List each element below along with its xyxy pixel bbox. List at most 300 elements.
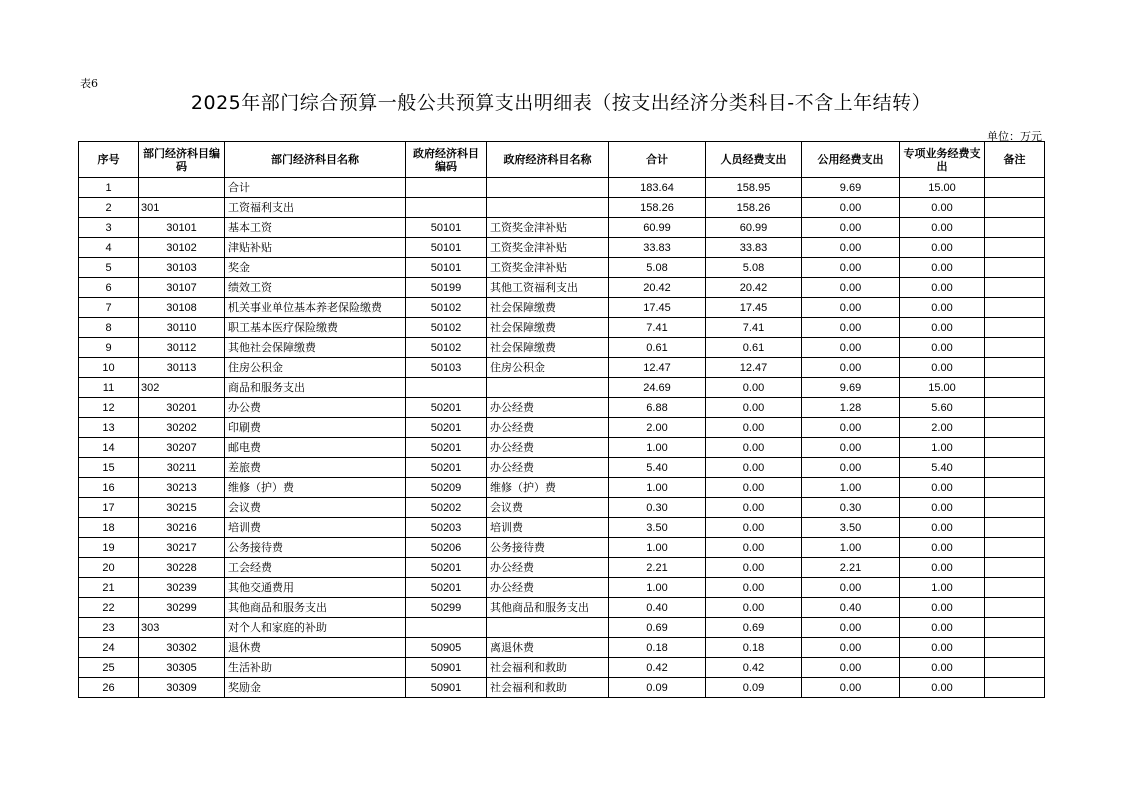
- cell-total: 2.00: [609, 418, 706, 438]
- cell-dept-code: 30309: [139, 678, 225, 698]
- cell-remark: [985, 338, 1045, 358]
- cell-gov-name: [487, 618, 609, 638]
- cell-total: 0.40: [609, 598, 706, 618]
- cell-remark: [985, 558, 1045, 578]
- cell-seq: 11: [79, 378, 139, 398]
- cell-dept-name: 绩效工资: [225, 278, 406, 298]
- cell-public: 0.00: [802, 418, 900, 438]
- cell-gov-name: 其他商品和服务支出: [487, 598, 609, 618]
- cell-personnel: 33.83: [706, 238, 802, 258]
- table-row: [79, 298, 1045, 318]
- cell-dept-name: 公务接待费: [225, 538, 406, 558]
- cell-dept-code: 30228: [139, 558, 225, 578]
- cell-personnel: 0.00: [706, 438, 802, 458]
- cell-seq: 15: [79, 458, 139, 478]
- unit-label: 单位：万元: [987, 130, 1042, 143]
- cell-dept-name: 差旅费: [225, 458, 406, 478]
- cell-personnel: 17.45: [706, 298, 802, 318]
- cell-public: 0.00: [802, 198, 900, 218]
- cell-special: 0.00: [900, 618, 985, 638]
- cell-personnel: 0.69: [706, 618, 802, 638]
- cell-special: 0.00: [900, 638, 985, 658]
- table-row: [79, 258, 1045, 278]
- cell-remark: [985, 218, 1045, 238]
- cell-gov-name: 社会福利和救助: [487, 658, 609, 678]
- cell-dept-code: 30110: [139, 318, 225, 338]
- cell-seq: 2: [79, 198, 139, 218]
- cell-remark: [985, 198, 1045, 218]
- cell-gov-name: 工资奖金津补贴: [487, 238, 609, 258]
- cell-gov-code: 50201: [406, 438, 487, 458]
- cell-personnel: 0.00: [706, 578, 802, 598]
- cell-gov-code: [406, 378, 487, 398]
- cell-dept-code: 30201: [139, 398, 225, 418]
- cell-gov-name: 培训费: [487, 518, 609, 538]
- cell-special: 0.00: [900, 518, 985, 538]
- table-row: [79, 458, 1045, 478]
- cell-remark: [985, 278, 1045, 298]
- cell-remark: [985, 638, 1045, 658]
- cell-personnel: 0.00: [706, 398, 802, 418]
- cell-gov-name: [487, 178, 609, 198]
- cell-total: 1.00: [609, 578, 706, 598]
- cell-special: 0.00: [900, 538, 985, 558]
- cell-seq: 9: [79, 338, 139, 358]
- cell-public: 0.00: [802, 318, 900, 338]
- cell-dept-code: 30207: [139, 438, 225, 458]
- cell-dept-code: 30101: [139, 218, 225, 238]
- cell-personnel: 0.00: [706, 558, 802, 578]
- cell-personnel: 0.00: [706, 418, 802, 438]
- cell-remark: [985, 458, 1045, 478]
- table-label: 表6: [80, 77, 98, 90]
- cell-seq: 3: [79, 218, 139, 238]
- cell-gov-code: 50101: [406, 238, 487, 258]
- cell-seq: 1: [79, 178, 139, 198]
- cell-total: 0.61: [609, 338, 706, 358]
- cell-public: 0.00: [802, 678, 900, 698]
- cell-seq: 16: [79, 478, 139, 498]
- cell-total: 60.99: [609, 218, 706, 238]
- cell-dept-name: 其他社会保障缴费: [225, 338, 406, 358]
- cell-seq: 19: [79, 538, 139, 558]
- cell-public: 3.50: [802, 518, 900, 538]
- cell-gov-name: 办公经费: [487, 578, 609, 598]
- cell-dept-code: 30103: [139, 258, 225, 278]
- cell-gov-name: 维修（护）费: [487, 478, 609, 498]
- cell-total: 24.69: [609, 378, 706, 398]
- cell-dept-name: 印刷费: [225, 418, 406, 438]
- cell-total: 2.21: [609, 558, 706, 578]
- cell-special: 1.00: [900, 578, 985, 598]
- cell-remark: [985, 258, 1045, 278]
- cell-gov-name: 离退休费: [487, 638, 609, 658]
- cell-dept-name: 生活补助: [225, 658, 406, 678]
- cell-remark: [985, 178, 1045, 198]
- cell-remark: [985, 378, 1045, 398]
- cell-dept-code: 30305: [139, 658, 225, 678]
- table-row: [79, 238, 1045, 258]
- cell-dept-name: 对个人和家庭的补助: [225, 618, 406, 638]
- cell-remark: [985, 538, 1045, 558]
- cell-seq: 17: [79, 498, 139, 518]
- cell-gov-code: 50299: [406, 598, 487, 618]
- cell-gov-code: 50201: [406, 578, 487, 598]
- document-title: 2025年部门综合预算一般公共预算支出明细表（按支出经济分类科目-不含上年结转）: [190, 92, 932, 114]
- cell-public: 0.00: [802, 358, 900, 378]
- cell-personnel: 0.00: [706, 498, 802, 518]
- cell-public: 0.00: [802, 258, 900, 278]
- cell-remark: [985, 478, 1045, 498]
- cell-special: 0.00: [900, 498, 985, 518]
- cell-special: 0.00: [900, 258, 985, 278]
- cell-dept-name: 机关事业单位基本养老保险缴费: [225, 298, 406, 318]
- cell-gov-code: 50199: [406, 278, 487, 298]
- cell-total: 0.09: [609, 678, 706, 698]
- cell-special: 0.00: [900, 478, 985, 498]
- table-row: [79, 338, 1045, 358]
- cell-public: 0.00: [802, 238, 900, 258]
- cell-total: 158.26: [609, 198, 706, 218]
- cell-gov-code: 50202: [406, 498, 487, 518]
- cell-remark: [985, 618, 1045, 638]
- cell-special: 15.00: [900, 178, 985, 198]
- cell-public: 0.40: [802, 598, 900, 618]
- cell-seq: 25: [79, 658, 139, 678]
- cell-gov-name: 工资奖金津补贴: [487, 218, 609, 238]
- cell-personnel: 158.95: [706, 178, 802, 198]
- cell-public: 0.00: [802, 638, 900, 658]
- cell-public: 0.00: [802, 218, 900, 238]
- table-row: [79, 218, 1045, 238]
- cell-personnel: 0.00: [706, 458, 802, 478]
- table-row: [79, 558, 1045, 578]
- table-body: [79, 178, 1045, 698]
- cell-seq: 26: [79, 678, 139, 698]
- cell-seq: 21: [79, 578, 139, 598]
- table-row: [79, 418, 1045, 438]
- cell-seq: 7: [79, 298, 139, 318]
- cell-special: 0.00: [900, 298, 985, 318]
- cell-total: 0.69: [609, 618, 706, 638]
- cell-public: 0.00: [802, 658, 900, 678]
- cell-dept-code: [139, 178, 225, 198]
- header-total: 合计: [609, 142, 706, 178]
- cell-personnel: 20.42: [706, 278, 802, 298]
- cell-special: 5.40: [900, 458, 985, 478]
- cell-total: 5.40: [609, 458, 706, 478]
- cell-public: 0.00: [802, 618, 900, 638]
- cell-remark: [985, 298, 1045, 318]
- cell-special: 15.00: [900, 378, 985, 398]
- cell-public: 0.00: [802, 458, 900, 478]
- cell-total: 0.30: [609, 498, 706, 518]
- cell-remark: [985, 238, 1045, 258]
- cell-gov-code: [406, 198, 487, 218]
- cell-remark: [985, 318, 1045, 338]
- cell-seq: 5: [79, 258, 139, 278]
- cell-total: 17.45: [609, 298, 706, 318]
- cell-personnel: 0.42: [706, 658, 802, 678]
- cell-gov-code: 50901: [406, 658, 487, 678]
- cell-gov-code: 50201: [406, 558, 487, 578]
- cell-gov-code: 50201: [406, 418, 487, 438]
- cell-gov-name: 会议费: [487, 498, 609, 518]
- cell-public: 0.30: [802, 498, 900, 518]
- cell-personnel: 0.09: [706, 678, 802, 698]
- cell-dept-code: 30239: [139, 578, 225, 598]
- cell-public: 0.00: [802, 578, 900, 598]
- header-gov-code: 政府经济科目编码: [406, 142, 487, 178]
- cell-personnel: 158.26: [706, 198, 802, 218]
- cell-gov-name: 其他工资福利支出: [487, 278, 609, 298]
- cell-public: 9.69: [802, 378, 900, 398]
- header-public: 公用经费支出: [802, 142, 900, 178]
- cell-dept-code: 301: [139, 198, 225, 218]
- cell-dept-code: 303: [139, 618, 225, 638]
- cell-gov-code: 50201: [406, 398, 487, 418]
- cell-dept-name: 维修（护）费: [225, 478, 406, 498]
- cell-special: 0.00: [900, 338, 985, 358]
- cell-personnel: 0.00: [706, 518, 802, 538]
- cell-dept-name: 工会经费: [225, 558, 406, 578]
- cell-gov-name: 住房公积金: [487, 358, 609, 378]
- cell-dept-name: 住房公积金: [225, 358, 406, 378]
- cell-gov-name: [487, 378, 609, 398]
- cell-personnel: 0.00: [706, 538, 802, 558]
- cell-seq: 18: [79, 518, 139, 538]
- table-row: [79, 658, 1045, 678]
- cell-gov-code: 50206: [406, 538, 487, 558]
- cell-special: 0.00: [900, 658, 985, 678]
- cell-special: 0.00: [900, 278, 985, 298]
- cell-remark: [985, 578, 1045, 598]
- table-row: [79, 498, 1045, 518]
- cell-seq: 23: [79, 618, 139, 638]
- cell-gov-name: 办公经费: [487, 418, 609, 438]
- cell-gov-code: 50103: [406, 358, 487, 378]
- cell-gov-name: 办公经费: [487, 458, 609, 478]
- cell-gov-name: [487, 198, 609, 218]
- cell-dept-code: 30211: [139, 458, 225, 478]
- cell-seq: 4: [79, 238, 139, 258]
- cell-dept-code: 30113: [139, 358, 225, 378]
- cell-gov-code: 50101: [406, 258, 487, 278]
- cell-gov-code: 50102: [406, 318, 487, 338]
- cell-seq: 10: [79, 358, 139, 378]
- cell-gov-code: 50102: [406, 298, 487, 318]
- table-row: [79, 618, 1045, 638]
- header-gov-name: 政府经济科目名称: [487, 142, 609, 178]
- table-row: [79, 178, 1045, 198]
- cell-public: 1.28: [802, 398, 900, 418]
- cell-remark: [985, 518, 1045, 538]
- cell-dept-name: 邮电费: [225, 438, 406, 458]
- cell-dept-name: 其他交通费用: [225, 578, 406, 598]
- header-personnel: 人员经费支出: [706, 142, 802, 178]
- cell-total: 6.88: [609, 398, 706, 418]
- cell-dept-name: 其他商品和服务支出: [225, 598, 406, 618]
- cell-dept-code: 30107: [139, 278, 225, 298]
- cell-dept-code: 30213: [139, 478, 225, 498]
- cell-personnel: 7.41: [706, 318, 802, 338]
- cell-gov-name: 公务接待费: [487, 538, 609, 558]
- cell-total: 1.00: [609, 478, 706, 498]
- cell-dept-code: 30215: [139, 498, 225, 518]
- cell-dept-name: 工资福利支出: [225, 198, 406, 218]
- cell-dept-code: 30102: [139, 238, 225, 258]
- cell-special: 1.00: [900, 438, 985, 458]
- cell-dept-name: 职工基本医疗保险缴费: [225, 318, 406, 338]
- table-row: [79, 638, 1045, 658]
- cell-dept-name: 奖励金: [225, 678, 406, 698]
- cell-dept-name: 退休费: [225, 638, 406, 658]
- cell-total: 5.08: [609, 258, 706, 278]
- table-row: [79, 358, 1045, 378]
- cell-total: 183.64: [609, 178, 706, 198]
- table-row: [79, 578, 1045, 598]
- cell-total: 33.83: [609, 238, 706, 258]
- cell-public: 2.21: [802, 558, 900, 578]
- cell-remark: [985, 678, 1045, 698]
- cell-remark: [985, 498, 1045, 518]
- header-special: 专项业务经费支出: [900, 142, 985, 178]
- cell-public: 0.00: [802, 298, 900, 318]
- cell-dept-name: 合计: [225, 178, 406, 198]
- cell-gov-code: 50905: [406, 638, 487, 658]
- cell-gov-code: 50101: [406, 218, 487, 238]
- cell-dept-name: 培训费: [225, 518, 406, 538]
- table-row: [79, 678, 1045, 698]
- cell-seq: 6: [79, 278, 139, 298]
- cell-dept-name: 会议费: [225, 498, 406, 518]
- cell-gov-name: 社会保障缴费: [487, 298, 609, 318]
- cell-gov-code: [406, 178, 487, 198]
- cell-personnel: 5.08: [706, 258, 802, 278]
- table-row: [79, 318, 1045, 338]
- cell-gov-code: 50201: [406, 458, 487, 478]
- cell-gov-code: 50901: [406, 678, 487, 698]
- header-dept-code: 部门经济科目编码: [139, 142, 225, 178]
- cell-remark: [985, 658, 1045, 678]
- table-row: [79, 538, 1045, 558]
- table-row: [79, 198, 1045, 218]
- cell-seq: 20: [79, 558, 139, 578]
- cell-dept-code: 30108: [139, 298, 225, 318]
- header-dept-name: 部门经济科目名称: [225, 142, 406, 178]
- cell-personnel: 0.00: [706, 478, 802, 498]
- table-row: [79, 598, 1045, 618]
- cell-total: 1.00: [609, 438, 706, 458]
- table-row: [79, 398, 1045, 418]
- cell-personnel: 12.47: [706, 358, 802, 378]
- cell-special: 0.00: [900, 318, 985, 338]
- cell-public: 0.00: [802, 278, 900, 298]
- cell-dept-code: 30112: [139, 338, 225, 358]
- cell-special: 5.60: [900, 398, 985, 418]
- cell-personnel: 60.99: [706, 218, 802, 238]
- cell-total: 7.41: [609, 318, 706, 338]
- cell-special: 0.00: [900, 678, 985, 698]
- cell-remark: [985, 598, 1045, 618]
- cell-public: 0.00: [802, 338, 900, 358]
- cell-seq: 13: [79, 418, 139, 438]
- cell-dept-code: 30216: [139, 518, 225, 538]
- cell-dept-code: 30302: [139, 638, 225, 658]
- cell-personnel: 0.61: [706, 338, 802, 358]
- cell-gov-name: 办公经费: [487, 398, 609, 418]
- cell-dept-name: 基本工资: [225, 218, 406, 238]
- cell-public: 9.69: [802, 178, 900, 198]
- cell-seq: 24: [79, 638, 139, 658]
- cell-total: 3.50: [609, 518, 706, 538]
- cell-gov-name: 办公经费: [487, 438, 609, 458]
- table-row: [79, 438, 1045, 458]
- cell-public: 1.00: [802, 538, 900, 558]
- cell-dept-code: 302: [139, 378, 225, 398]
- cell-gov-code: 50209: [406, 478, 487, 498]
- table-row: [79, 378, 1045, 398]
- table-row: [79, 518, 1045, 538]
- header-seq: 序号: [79, 142, 139, 178]
- cell-seq: 8: [79, 318, 139, 338]
- cell-special: 0.00: [900, 198, 985, 218]
- cell-seq: 14: [79, 438, 139, 458]
- table-row: [79, 478, 1045, 498]
- cell-dept-name: 办公费: [225, 398, 406, 418]
- cell-total: 20.42: [609, 278, 706, 298]
- cell-dept-name: 津贴补贴: [225, 238, 406, 258]
- cell-remark: [985, 418, 1045, 438]
- cell-dept-name: 商品和服务支出: [225, 378, 406, 398]
- cell-gov-code: 50102: [406, 338, 487, 358]
- cell-special: 0.00: [900, 238, 985, 258]
- cell-gov-name: 工资奖金津补贴: [487, 258, 609, 278]
- table-header-row: [79, 142, 1045, 178]
- cell-dept-name: 奖金: [225, 258, 406, 278]
- cell-special: 0.00: [900, 598, 985, 618]
- cell-gov-code: [406, 618, 487, 638]
- cell-total: 0.42: [609, 658, 706, 678]
- cell-personnel: 0.00: [706, 598, 802, 618]
- cell-remark: [985, 398, 1045, 418]
- cell-special: 0.00: [900, 218, 985, 238]
- cell-seq: 22: [79, 598, 139, 618]
- cell-gov-name: 社会保障缴费: [487, 338, 609, 358]
- cell-dept-code: 30202: [139, 418, 225, 438]
- cell-special: 0.00: [900, 558, 985, 578]
- cell-total: 0.18: [609, 638, 706, 658]
- cell-remark: [985, 358, 1045, 378]
- cell-special: 2.00: [900, 418, 985, 438]
- cell-gov-name: 办公经费: [487, 558, 609, 578]
- cell-remark: [985, 438, 1045, 458]
- cell-dept-code: 30217: [139, 538, 225, 558]
- cell-gov-name: 社会保障缴费: [487, 318, 609, 338]
- cell-total: 1.00: [609, 538, 706, 558]
- cell-total: 12.47: [609, 358, 706, 378]
- cell-personnel: 0.00: [706, 378, 802, 398]
- cell-dept-code: 30299: [139, 598, 225, 618]
- header-remark: 备注: [985, 142, 1045, 178]
- cell-personnel: 0.18: [706, 638, 802, 658]
- expenditure-table: [78, 141, 1045, 698]
- cell-public: 1.00: [802, 478, 900, 498]
- table-row: [79, 278, 1045, 298]
- cell-gov-code: 50203: [406, 518, 487, 538]
- cell-public: 0.00: [802, 438, 900, 458]
- cell-gov-name: 社会福利和救助: [487, 678, 609, 698]
